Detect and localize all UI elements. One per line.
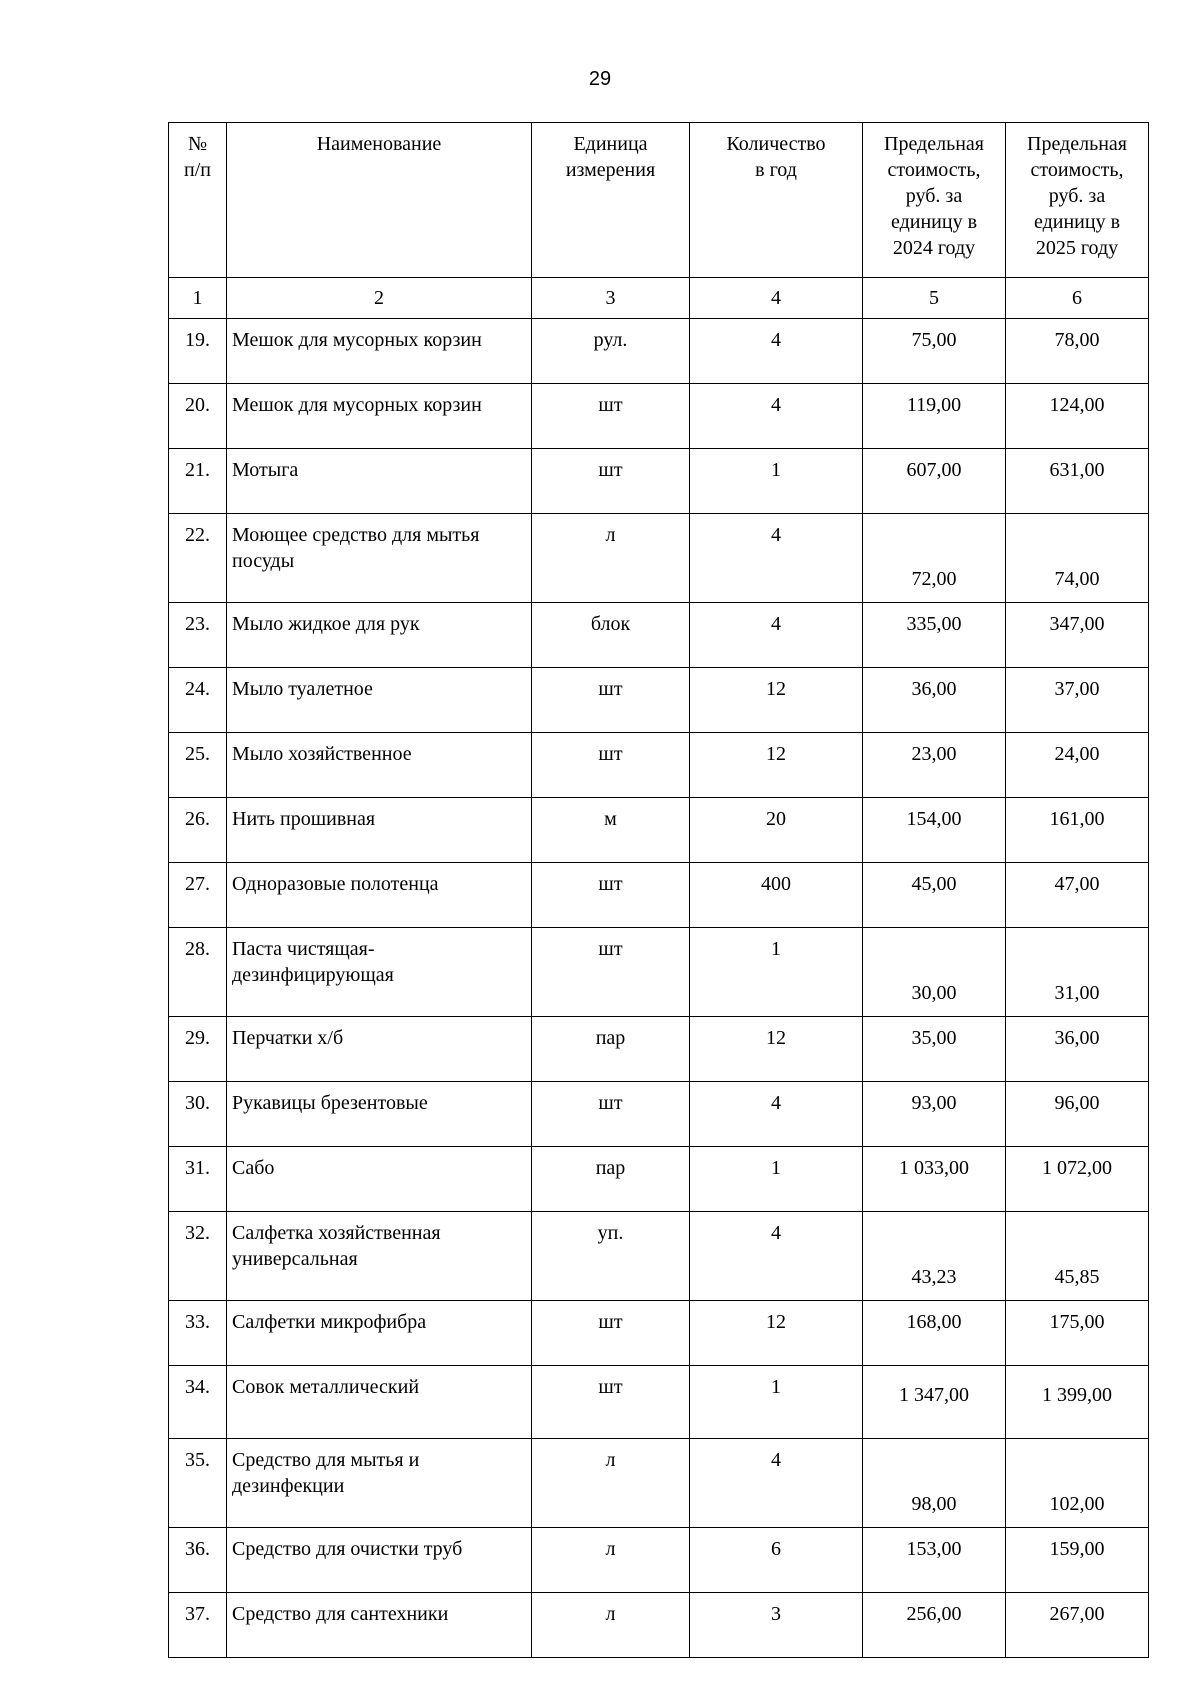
table-row	[169, 603, 1149, 668]
table-row	[169, 733, 1149, 798]
price-2025-cell: 347,00	[1006, 603, 1149, 668]
price-2024-cell: 30,00	[863, 928, 1006, 1017]
item-name-cell: Перчатки х/б	[227, 1017, 532, 1082]
column-number: 5	[863, 278, 1006, 319]
price-2025-cell: 31,00	[1006, 928, 1149, 1017]
unit-cell: л	[532, 1439, 690, 1528]
quantity-cell: 1	[690, 1147, 863, 1212]
price-2025-cell: 124,00	[1006, 384, 1149, 449]
header-price-2025: Предельная стоимость, руб. за единицу в 2025 году	[1006, 123, 1149, 278]
item-name-cell: Мыло жидкое для рук	[227, 603, 532, 668]
unit-cell: шт	[532, 449, 690, 514]
price-2025-cell: 631,00	[1006, 449, 1149, 514]
column-number: 3	[532, 278, 690, 319]
table-row	[169, 1082, 1149, 1147]
price-2025-cell: 267,00	[1006, 1593, 1149, 1658]
item-name-cell: Средство для сантехники	[227, 1593, 532, 1658]
unit-cell: л	[532, 1593, 690, 1658]
row-number-cell: 32.	[169, 1212, 227, 1301]
table-row	[169, 319, 1149, 384]
row-number-cell: 22.	[169, 514, 227, 603]
table-row	[169, 1301, 1149, 1366]
header-unit: Единица измерения	[532, 123, 690, 278]
quantity-cell: 4	[690, 603, 863, 668]
price-2025-cell: 74,00	[1006, 514, 1149, 603]
price-2024-cell: 45,00	[863, 863, 1006, 928]
prices-table	[168, 122, 1149, 1658]
row-number-cell: 25.	[169, 733, 227, 798]
row-number-cell: 34.	[169, 1366, 227, 1439]
price-2024-cell: 153,00	[863, 1528, 1006, 1593]
item-name-cell: Совок металлический	[227, 1366, 532, 1439]
price-2025-cell: 161,00	[1006, 798, 1149, 863]
unit-cell: м	[532, 798, 690, 863]
item-name-cell: Сабо	[227, 1147, 532, 1212]
unit-cell: пар	[532, 1147, 690, 1212]
price-2024-cell: 1 347,00	[863, 1366, 1006, 1439]
price-2025-cell: 24,00	[1006, 733, 1149, 798]
unit-cell: шт	[532, 863, 690, 928]
column-number: 6	[1006, 278, 1149, 319]
unit-cell: блок	[532, 603, 690, 668]
price-2024-cell: 154,00	[863, 798, 1006, 863]
item-name-cell: Мешок для мусорных корзин	[227, 319, 532, 384]
table-body	[169, 319, 1149, 1658]
price-2025-cell: 45,85	[1006, 1212, 1149, 1301]
price-2025-cell: 36,00	[1006, 1017, 1149, 1082]
unit-cell: л	[532, 514, 690, 603]
price-2024-cell: 1 033,00	[863, 1147, 1006, 1212]
price-2024-cell: 256,00	[863, 1593, 1006, 1658]
price-2025-cell: 102,00	[1006, 1439, 1149, 1528]
item-name-cell: Рукавицы брезентовые	[227, 1082, 532, 1147]
item-name-cell: Средство для очистки труб	[227, 1528, 532, 1593]
price-2024-cell: 168,00	[863, 1301, 1006, 1366]
item-name-cell: Средство для мытья и дезинфекции	[227, 1439, 532, 1528]
row-number-cell: 29.	[169, 1017, 227, 1082]
item-name-cell: Паста чистящая-дезинфицирующая	[227, 928, 532, 1017]
quantity-cell: 4	[690, 514, 863, 603]
quantity-cell: 12	[690, 1301, 863, 1366]
item-name-cell: Мотыга	[227, 449, 532, 514]
page-number: 29	[588, 68, 612, 90]
row-number-cell: 20.	[169, 384, 227, 449]
header-price-2024: Предельная стоимость, руб. за единицу в 2024 году	[863, 123, 1006, 278]
price-2025-cell: 1 072,00	[1006, 1147, 1149, 1212]
item-name-cell: Нить прошивная	[227, 798, 532, 863]
quantity-cell: 20	[690, 798, 863, 863]
quantity-cell: 4	[690, 1439, 863, 1528]
unit-cell: шт	[532, 1082, 690, 1147]
price-2025-cell: 78,00	[1006, 319, 1149, 384]
unit-cell: л	[532, 1528, 690, 1593]
quantity-cell: 4	[690, 1212, 863, 1301]
row-number-cell: 19.	[169, 319, 227, 384]
unit-cell: шт	[532, 1366, 690, 1439]
table-row	[169, 798, 1149, 863]
price-2024-cell: 23,00	[863, 733, 1006, 798]
row-number-cell: 30.	[169, 1082, 227, 1147]
item-name-cell: Мешок для мусорных корзин	[227, 384, 532, 449]
row-number-cell: 27.	[169, 863, 227, 928]
row-number-cell: 31.	[169, 1147, 227, 1212]
row-number-cell: 37.	[169, 1593, 227, 1658]
row-number-cell: 26.	[169, 798, 227, 863]
unit-cell: шт	[532, 733, 690, 798]
quantity-cell: 4	[690, 384, 863, 449]
quantity-cell: 12	[690, 733, 863, 798]
quantity-cell: 1	[690, 1366, 863, 1439]
row-number-cell: 35.	[169, 1439, 227, 1528]
table-row	[169, 1366, 1149, 1439]
quantity-cell: 400	[690, 863, 863, 928]
item-name-cell: Салфетка хозяйственная универсальная	[227, 1212, 532, 1301]
item-name-cell: Мыло туалетное	[227, 668, 532, 733]
quantity-cell: 4	[690, 1082, 863, 1147]
table-row	[169, 928, 1149, 1017]
price-2025-cell: 37,00	[1006, 668, 1149, 733]
unit-cell: шт	[532, 1301, 690, 1366]
header-number: № п/п	[169, 123, 227, 278]
column-number: 4	[690, 278, 863, 319]
row-number-cell: 28.	[169, 928, 227, 1017]
column-number: 1	[169, 278, 227, 319]
table-row	[169, 449, 1149, 514]
quantity-cell: 3	[690, 1593, 863, 1658]
price-2024-cell: 98,00	[863, 1439, 1006, 1528]
quantity-cell: 1	[690, 928, 863, 1017]
column-number: 2	[227, 278, 532, 319]
row-number-cell: 36.	[169, 1528, 227, 1593]
table-row	[169, 1017, 1149, 1082]
price-2025-cell: 96,00	[1006, 1082, 1149, 1147]
row-number-cell: 21.	[169, 449, 227, 514]
table-row	[169, 863, 1149, 928]
quantity-cell: 4	[690, 319, 863, 384]
quantity-cell: 1	[690, 449, 863, 514]
unit-cell: шт	[532, 928, 690, 1017]
price-2024-cell: 35,00	[863, 1017, 1006, 1082]
table-row	[169, 1212, 1149, 1301]
table-header-row	[169, 123, 1149, 278]
unit-cell: шт	[532, 384, 690, 449]
item-name-cell: Мыло хозяйственное	[227, 733, 532, 798]
item-name-cell: Салфетки микрофибра	[227, 1301, 532, 1366]
header-quantity: Количество в год	[690, 123, 863, 278]
price-2025-cell: 175,00	[1006, 1301, 1149, 1366]
table-row	[169, 1528, 1149, 1593]
row-number-cell: 33.	[169, 1301, 227, 1366]
quantity-cell: 6	[690, 1528, 863, 1593]
row-number-cell: 24.	[169, 668, 227, 733]
price-2024-cell: 607,00	[863, 449, 1006, 514]
item-name-cell: Моющее средство для мытья посуды	[227, 514, 532, 603]
quantity-cell: 12	[690, 1017, 863, 1082]
table-row	[169, 1147, 1149, 1212]
header-name: Наименование	[227, 123, 532, 278]
price-2025-cell: 1 399,00	[1006, 1366, 1149, 1439]
unit-cell: пар	[532, 1017, 690, 1082]
table-row	[169, 384, 1149, 449]
price-2025-cell: 47,00	[1006, 863, 1149, 928]
column-numbering-row	[169, 278, 1149, 319]
table-row	[169, 1439, 1149, 1528]
price-2024-cell: 43,23	[863, 1212, 1006, 1301]
unit-cell: рул.	[532, 319, 690, 384]
item-name-cell: Одноразовые полотенца	[227, 863, 532, 928]
table-row	[169, 1593, 1149, 1658]
row-number-cell: 23.	[169, 603, 227, 668]
price-2024-cell: 335,00	[863, 603, 1006, 668]
price-2024-cell: 36,00	[863, 668, 1006, 733]
price-2025-cell: 159,00	[1006, 1528, 1149, 1593]
price-2024-cell: 72,00	[863, 514, 1006, 603]
unit-cell: шт	[532, 668, 690, 733]
unit-cell: уп.	[532, 1212, 690, 1301]
price-2024-cell: 75,00	[863, 319, 1006, 384]
quantity-cell: 12	[690, 668, 863, 733]
table-row	[169, 514, 1149, 603]
price-2024-cell: 93,00	[863, 1082, 1006, 1147]
price-2024-cell: 119,00	[863, 384, 1006, 449]
table-row	[169, 668, 1149, 733]
